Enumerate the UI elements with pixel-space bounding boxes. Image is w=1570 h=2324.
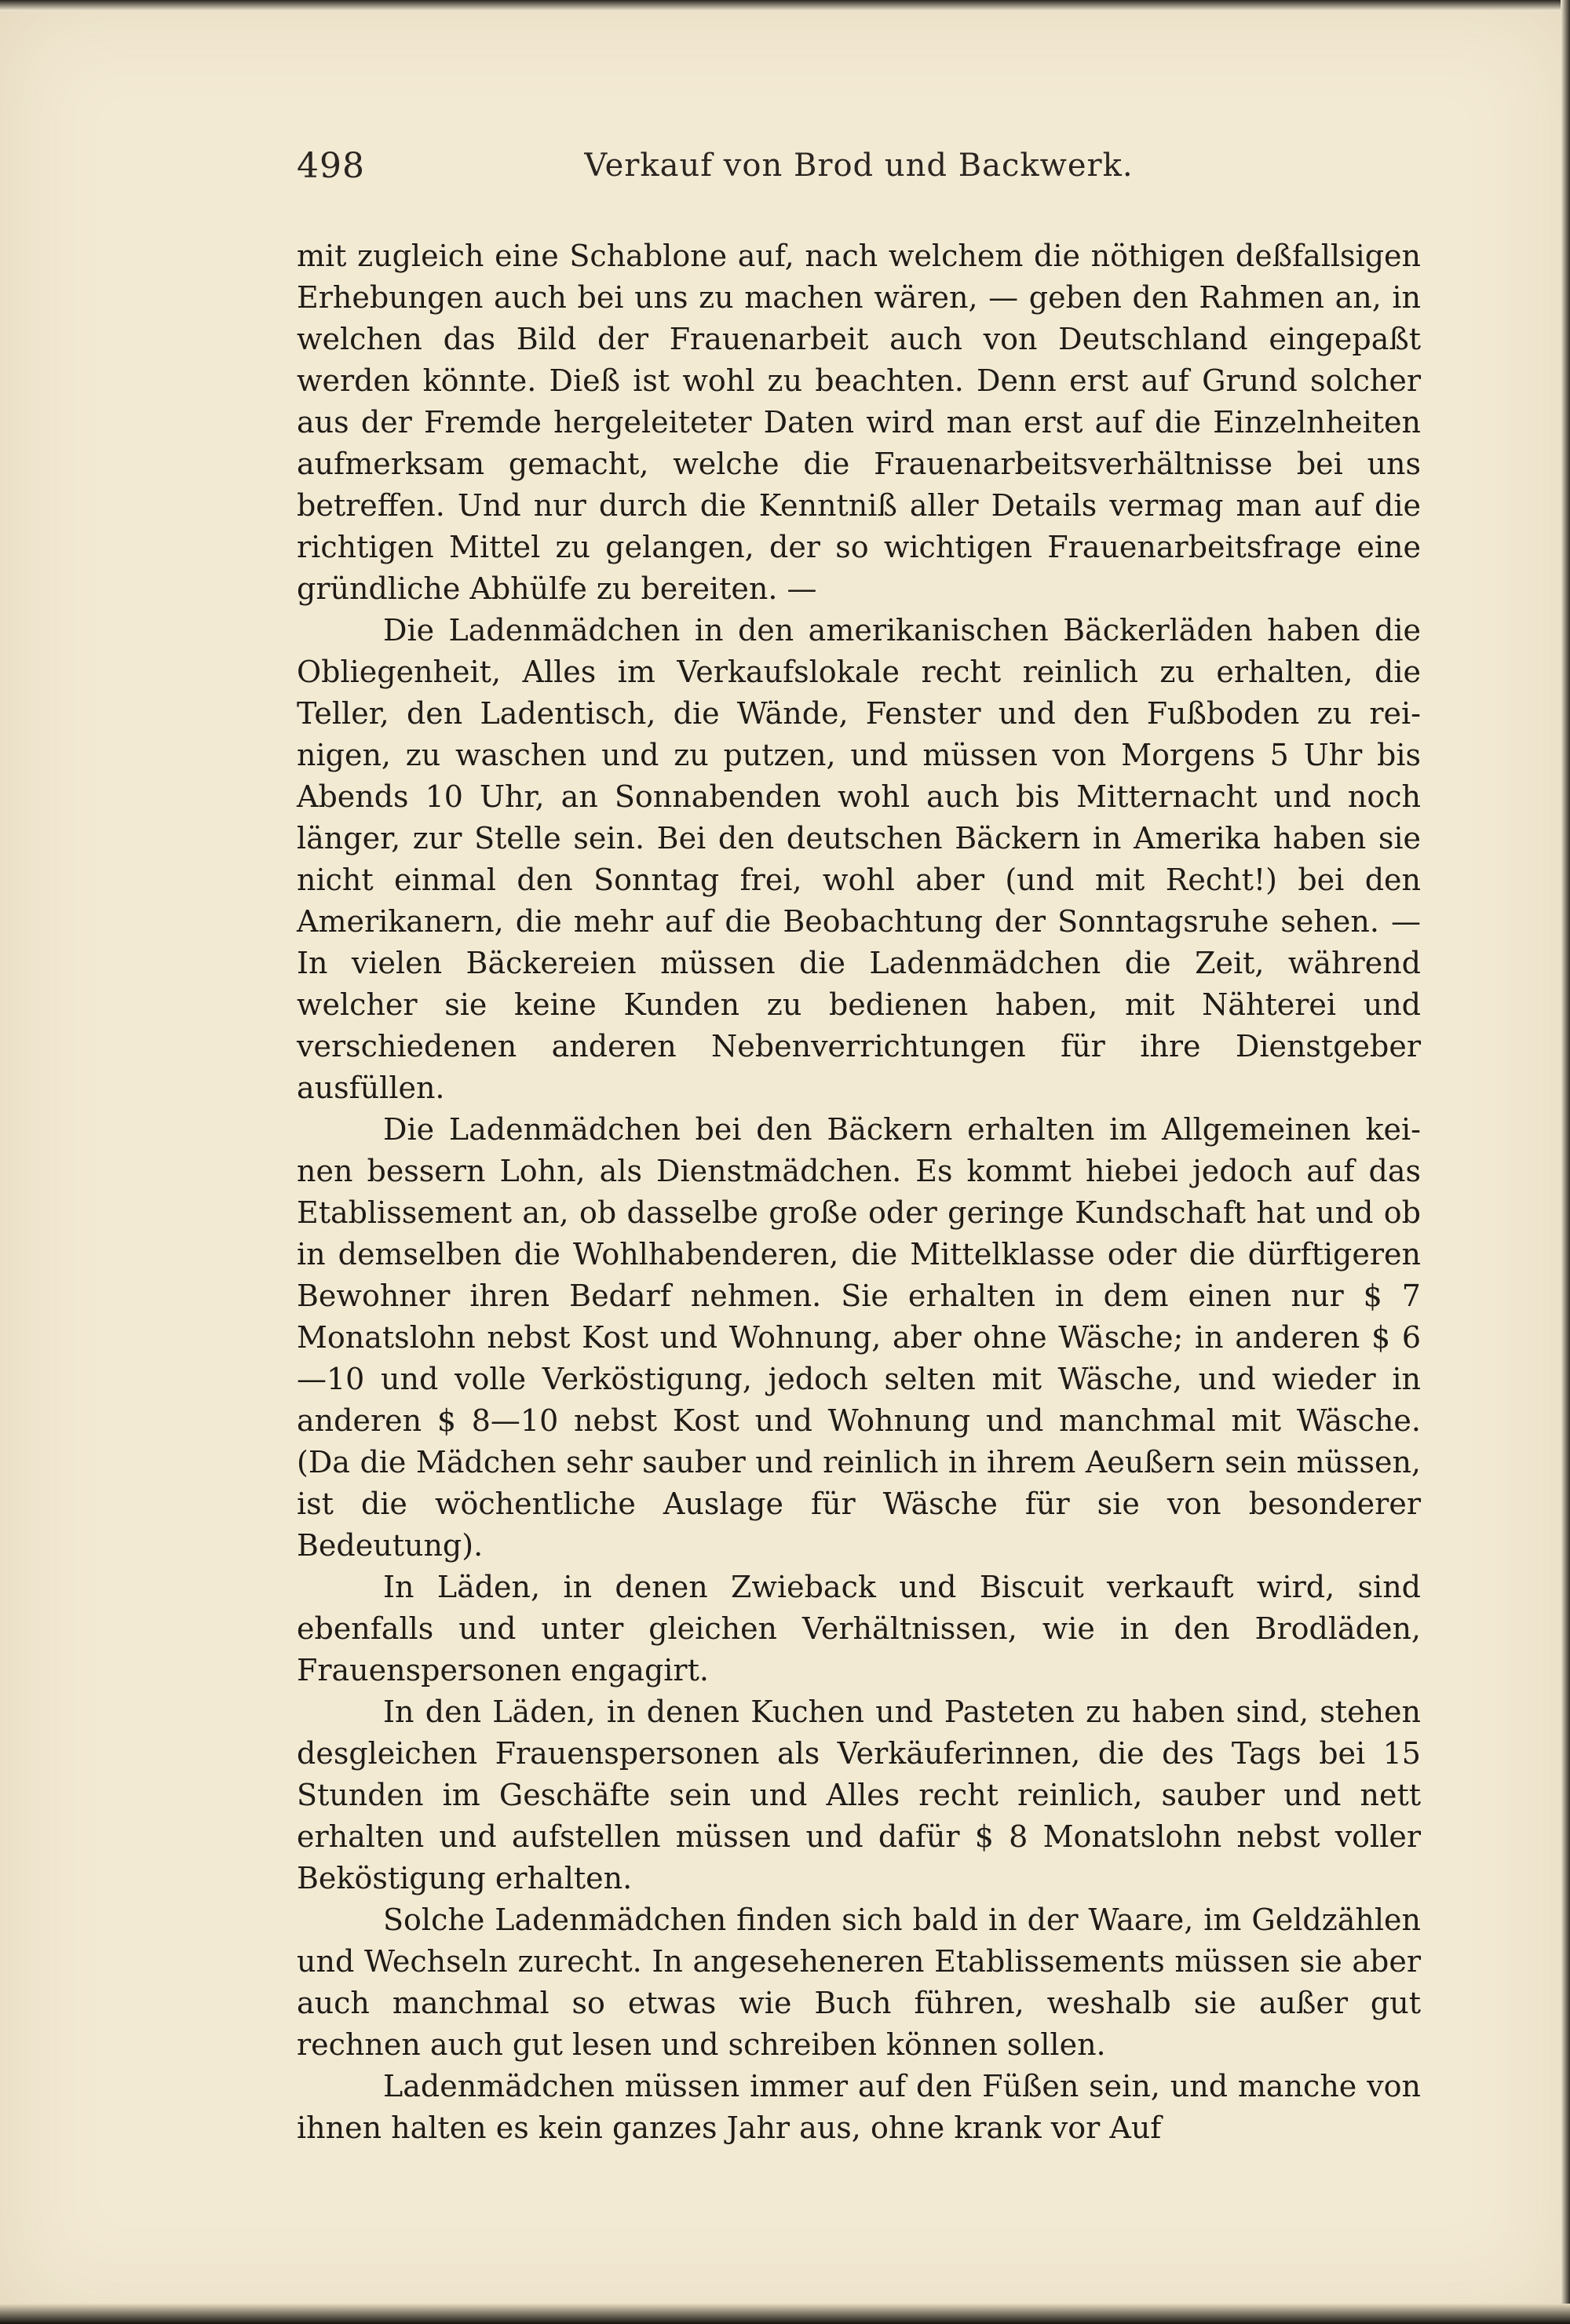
paragraph: Solche Ladenmädchen finden sich bald in der Waare, im Geldzählen und Wechseln zurecht. In angeseheneren Etablissements müssen sie aber auch manchmal so etwas wie Buch führen, weshalb sie außer gut rechnen auch gut lesen und schreiben können sollen.	[297, 1903, 1421, 2062]
page-edge-top	[0, 0, 1570, 11]
page-number: 498	[297, 146, 365, 186]
paragraph: Ladenmädchen müssen immer auf den Füßen sein, und manche von ihnen halten es kein ganzes Jahr aus, ohne krank vor Auf	[297, 2069, 1421, 2145]
paragraph: Die Ladenmädchen in den amerikanischen Bäckerläden haben die Obliegenheit, Alles im Verkaufslokale recht reinlich zu erhalten, die Teller, den Ladentisch, die Wände, Fenster und den Fußboden zu reinigen, zu waschen und zu putzen, und müssen von Morgens 5 Uhr bis Abends 10 Uhr, an Sonnabenden wohl auch bis Mitternacht und noch länger, zur Stelle sein. Bei den deutschen Bäckern in Amerika haben sie nicht einmal den Sonntag frei, wohl aber (und mit Recht!) bei den Amerikanern, die mehr auf die Beobachtung der Sonntagsruhe sehen. — In vielen Bäckereien müssen die Ladenmädchen die Zeit, während welcher sie keine Kunden zu bedienen haben, mit Nähterei und verschiedenen anderen Nebenverrichtungen für ihre Dienstgeber ausfüllen.	[297, 613, 1421, 1105]
paragraph: mit zugleich eine Schablone auf, nach welchem die nöthigen deßfallsigen Erhebungen auch bei uns zu machen wären, — geben den Rahmen an, in welchen das Bild der Frauenarbeit auch von Deutschland eingepaßt werden könnte. Dieß ist wohl zu beachten. Denn erst auf Grund solcher aus der Fremde hergeleiteter Daten wird man erst auf die Einzelnheiten aufmerksam gemacht, welche die Frauenarbeitsverhältnisse bei uns betreffen. Und nur durch die Kenntniß aller Details vermag man auf die richtigen Mittel zu gelangen, der so wichtigen Frauenarbeitsfrage eine gründliche Abhülfe zu bereiten. —	[297, 239, 1421, 606]
page-edge-bottom	[0, 2304, 1570, 2324]
paragraph: In den Läden, in denen Kuchen und Pasteten zu haben sind, stehen desgleichen Frauenspersonen als Verkäuferinnen, die des Tags bei 15 Stunden im Geschäfte sein und Alles recht reinlich, sauber und nett erhalten und aufstellen müssen und dafür $ 8 Monatslohn nebst voller Beköstigung erhalten.	[297, 1695, 1421, 1895]
paragraph: In Läden, in denen Zwieback und Biscuit verkauft wird, sind ebenfalls und unter gleichen Verhältnissen, wie in den Brodläden, Frauenspersonen engagirt.	[297, 1570, 1421, 1687]
page-header	[297, 146, 1421, 201]
paragraph: Die Ladenmädchen bei den Bäckern erhalten im Allgemeinen keinen bessern Lohn, als Dienstmädchen. Es kommt hiebei jedoch auf das Etablissement an, ob dasselbe große oder geringe Kundschaft hat und ob in demselben die Wohlhabenderen, die Mittelklasse oder die dürftigeren Bewohner ihren Bedarf nehmen. Sie erhalten in dem einen nur $ 7 Monatslohn nebst Kost und Wohnung, aber ohne Wäsche; in anderen $ 6—10 und volle Verköstigung, jedoch selten mit Wäsche, und wieder in anderen $ 8—10 nebst Kost und Wohnung und manchmal mit Wäsche. (Da die Mädchen sehr sauber und reinlich in ihrem Aeußern sein müssen, ist die wöchentliche Auslage für Wäsche für sie von besonderer Bedeutung).	[297, 1112, 1421, 1563]
body-text	[297, 235, 1421, 2149]
running-head: Verkauf von Brod und Backwerk.	[584, 148, 1134, 184]
page-edge-right	[1561, 0, 1570, 2324]
